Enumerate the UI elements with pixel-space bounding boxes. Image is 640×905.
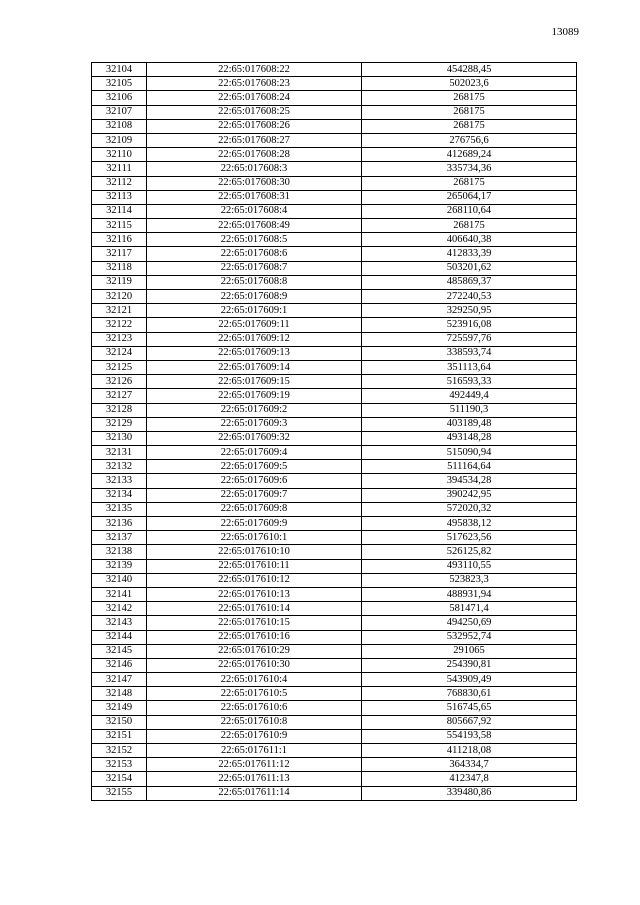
row-number-cell: 32140 — [92, 573, 147, 587]
cadastral-value-cell: 272240,53 — [362, 290, 577, 304]
table-row — [92, 318, 577, 332]
cadastral-value-cell: 511190,3 — [362, 403, 577, 417]
table-row — [92, 148, 577, 162]
table-row — [92, 261, 577, 275]
table-row — [92, 105, 577, 119]
row-number-cell: 32111 — [92, 162, 147, 176]
row-number-cell: 32119 — [92, 275, 147, 289]
cadastral-number-cell: 22:65:017609:9 — [147, 517, 362, 531]
cadastral-value-cell: 335734,36 — [362, 162, 577, 176]
row-number-cell: 32142 — [92, 602, 147, 616]
cadastral-value-cell: 412347,8 — [362, 772, 577, 786]
cadastral-number-cell: 22:65:017608:22 — [147, 63, 362, 77]
row-number-cell: 32131 — [92, 446, 147, 460]
cadastral-value-cell: 516745,65 — [362, 701, 577, 715]
cadastral-number-cell: 22:65:017608:24 — [147, 91, 362, 105]
cadastral-number-cell: 22:65:017609:19 — [147, 389, 362, 403]
row-number-cell: 32145 — [92, 644, 147, 658]
row-number-cell: 32116 — [92, 233, 147, 247]
table-row — [92, 219, 577, 233]
table-row — [92, 346, 577, 360]
cadastral-value-cell: 493110,55 — [362, 559, 577, 573]
cadastral-number-cell: 22:65:017609:1 — [147, 304, 362, 318]
cadastral-number-cell: 22:65:017608:7 — [147, 261, 362, 275]
table-row — [92, 275, 577, 289]
row-number-cell: 32107 — [92, 105, 147, 119]
row-number-cell: 32132 — [92, 460, 147, 474]
cadastral-value-cell: 403189,48 — [362, 417, 577, 431]
cadastral-value-cell: 516593,33 — [362, 375, 577, 389]
table-row — [92, 786, 577, 800]
cadastral-value-cell: 485869,37 — [362, 275, 577, 289]
cadastral-value-cell: 268175 — [362, 119, 577, 133]
table-row — [92, 176, 577, 190]
cadastral-value-table — [91, 62, 577, 801]
table-row — [92, 602, 577, 616]
row-number-cell: 32113 — [92, 190, 147, 204]
table-row — [92, 559, 577, 573]
row-number-cell: 32125 — [92, 360, 147, 374]
row-number-cell: 32117 — [92, 247, 147, 261]
row-number-cell: 32138 — [92, 545, 147, 559]
row-number-cell: 32149 — [92, 701, 147, 715]
table-row — [92, 687, 577, 701]
row-number-cell: 32109 — [92, 133, 147, 147]
table-row — [92, 715, 577, 729]
cadastral-value-cell: 494250,69 — [362, 616, 577, 630]
row-number-cell: 32153 — [92, 758, 147, 772]
row-number-cell: 32106 — [92, 91, 147, 105]
cadastral-value-cell: 454288,45 — [362, 63, 577, 77]
cadastral-number-cell: 22:65:017609:4 — [147, 446, 362, 460]
cadastral-number-cell: 22:65:017609:11 — [147, 318, 362, 332]
table-row — [92, 729, 577, 743]
row-number-cell: 32112 — [92, 176, 147, 190]
cadastral-value-cell: 268175 — [362, 219, 577, 233]
table-row — [92, 545, 577, 559]
row-number-cell: 32130 — [92, 431, 147, 445]
row-number-cell: 32144 — [92, 630, 147, 644]
table-row — [92, 630, 577, 644]
cadastral-value-cell: 805667,92 — [362, 715, 577, 729]
table-row — [92, 701, 577, 715]
cadastral-number-cell: 22:65:017609:13 — [147, 346, 362, 360]
cadastral-value-cell: 291065 — [362, 644, 577, 658]
cadastral-value-cell: 495838,12 — [362, 517, 577, 531]
cadastral-number-cell: 22:65:017608:5 — [147, 233, 362, 247]
table-row — [92, 446, 577, 460]
row-number-cell: 32146 — [92, 658, 147, 672]
cadastral-number-cell: 22:65:017611:1 — [147, 744, 362, 758]
cadastral-value-cell: 515090,94 — [362, 446, 577, 460]
cadastral-number-cell: 22:65:017611:14 — [147, 786, 362, 800]
table-row — [92, 389, 577, 403]
row-number-cell: 32150 — [92, 715, 147, 729]
row-number-cell: 32152 — [92, 744, 147, 758]
row-number-cell: 32134 — [92, 488, 147, 502]
cadastral-number-cell: 22:65:017608:4 — [147, 204, 362, 218]
cadastral-number-cell: 22:65:017610:4 — [147, 673, 362, 687]
cadastral-number-cell: 22:65:017610:29 — [147, 644, 362, 658]
cadastral-number-cell: 22:65:017610:11 — [147, 559, 362, 573]
cadastral-number-cell: 22:65:017608:27 — [147, 133, 362, 147]
cadastral-number-cell: 22:65:017610:5 — [147, 687, 362, 701]
row-number-cell: 32122 — [92, 318, 147, 332]
table-row — [92, 290, 577, 304]
cadastral-number-cell: 22:65:017610:10 — [147, 545, 362, 559]
row-number-cell: 32137 — [92, 531, 147, 545]
table-row — [92, 488, 577, 502]
cadastral-number-cell: 22:65:017608:28 — [147, 148, 362, 162]
cadastral-value-cell: 276756,6 — [362, 133, 577, 147]
cadastral-number-cell: 22:65:017609:32 — [147, 431, 362, 445]
cadastral-value-cell: 412689,24 — [362, 148, 577, 162]
row-number-cell: 32129 — [92, 417, 147, 431]
cadastral-value-cell: 339480,86 — [362, 786, 577, 800]
cadastral-value-cell: 406640,38 — [362, 233, 577, 247]
row-number-cell: 32141 — [92, 587, 147, 601]
row-number-cell: 32143 — [92, 616, 147, 630]
cadastral-value-cell: 493148,28 — [362, 431, 577, 445]
row-number-cell: 32124 — [92, 346, 147, 360]
page-number: 13089 — [551, 26, 579, 38]
cadastral-number-cell: 22:65:017608:6 — [147, 247, 362, 261]
cadastral-number-cell: 22:65:017608:30 — [147, 176, 362, 190]
table-row — [92, 744, 577, 758]
row-number-cell: 32128 — [92, 403, 147, 417]
row-number-cell: 32118 — [92, 261, 147, 275]
table-row — [92, 63, 577, 77]
cadastral-value-cell: 523916,08 — [362, 318, 577, 332]
table-row — [92, 531, 577, 545]
cadastral-number-cell: 22:65:017609:14 — [147, 360, 362, 374]
row-number-cell: 32155 — [92, 786, 147, 800]
cadastral-value-cell: 254390,81 — [362, 658, 577, 672]
cadastral-number-cell: 22:65:017610:15 — [147, 616, 362, 630]
cadastral-value-cell: 554193,58 — [362, 729, 577, 743]
cadastral-number-cell: 22:65:017610:9 — [147, 729, 362, 743]
table-row — [92, 204, 577, 218]
cadastral-number-cell: 22:65:017608:8 — [147, 275, 362, 289]
table-row — [92, 360, 577, 374]
cadastral-number-cell: 22:65:017609:12 — [147, 332, 362, 346]
table-row — [92, 474, 577, 488]
cadastral-number-cell: 22:65:017608:31 — [147, 190, 362, 204]
table-row — [92, 772, 577, 786]
cadastral-value-cell: 268175 — [362, 105, 577, 119]
table-row — [92, 517, 577, 531]
table-row — [92, 77, 577, 91]
cadastral-number-cell: 22:65:017609:8 — [147, 502, 362, 516]
cadastral-value-cell: 265064,17 — [362, 190, 577, 204]
table-row — [92, 247, 577, 261]
cadastral-value-cell: 329250,95 — [362, 304, 577, 318]
cadastral-number-cell: 22:65:017609:3 — [147, 417, 362, 431]
cadastral-value-cell: 492449,4 — [362, 389, 577, 403]
cadastral-value-cell: 517623,56 — [362, 531, 577, 545]
cadastral-value-cell: 338593,74 — [362, 346, 577, 360]
cadastral-number-cell: 22:65:017611:12 — [147, 758, 362, 772]
row-number-cell: 32110 — [92, 148, 147, 162]
cadastral-value-cell: 488931,94 — [362, 587, 577, 601]
cadastral-number-cell: 22:65:017610:30 — [147, 658, 362, 672]
cadastral-value-cell: 351113,64 — [362, 360, 577, 374]
table-row — [92, 233, 577, 247]
table-row — [92, 758, 577, 772]
table-row — [92, 673, 577, 687]
table-row — [92, 616, 577, 630]
cadastral-value-cell: 268175 — [362, 176, 577, 190]
cadastral-number-cell: 22:65:017610:1 — [147, 531, 362, 545]
cadastral-value-cell: 523823,3 — [362, 573, 577, 587]
table-row — [92, 133, 577, 147]
cadastral-value-cell: 364334,7 — [362, 758, 577, 772]
cadastral-number-cell: 22:65:017608:23 — [147, 77, 362, 91]
row-number-cell: 32114 — [92, 204, 147, 218]
cadastral-number-cell: 22:65:017610:16 — [147, 630, 362, 644]
table-row — [92, 403, 577, 417]
cadastral-value-cell: 511164,64 — [362, 460, 577, 474]
table-row — [92, 332, 577, 346]
cadastral-number-cell: 22:65:017610:13 — [147, 587, 362, 601]
cadastral-number-cell: 22:65:017610:6 — [147, 701, 362, 715]
cadastral-value-cell: 572020,32 — [362, 502, 577, 516]
cadastral-value-cell: 390242,95 — [362, 488, 577, 502]
cadastral-value-cell: 412833,39 — [362, 247, 577, 261]
row-number-cell: 32136 — [92, 517, 147, 531]
row-number-cell: 32148 — [92, 687, 147, 701]
cadastral-number-cell: 22:65:017608:26 — [147, 119, 362, 133]
cadastral-number-cell: 22:65:017608:49 — [147, 219, 362, 233]
cadastral-value-cell: 503201,62 — [362, 261, 577, 275]
cadastral-number-cell: 22:65:017609:7 — [147, 488, 362, 502]
cadastral-number-cell: 22:65:017611:13 — [147, 772, 362, 786]
table-row — [92, 304, 577, 318]
cadastral-value-cell: 543909,49 — [362, 673, 577, 687]
table-row — [92, 119, 577, 133]
row-number-cell: 32126 — [92, 375, 147, 389]
cadastral-number-cell: 22:65:017608:3 — [147, 162, 362, 176]
cadastral-value-cell: 532952,74 — [362, 630, 577, 644]
row-number-cell: 32104 — [92, 63, 147, 77]
cadastral-value-cell: 394534,28 — [362, 474, 577, 488]
row-number-cell: 32115 — [92, 219, 147, 233]
row-number-cell: 32105 — [92, 77, 147, 91]
cadastral-value-cell: 411218,08 — [362, 744, 577, 758]
cadastral-number-cell: 22:65:017608:25 — [147, 105, 362, 119]
cadastral-value-cell: 268110,64 — [362, 204, 577, 218]
row-number-cell: 32151 — [92, 729, 147, 743]
table-body — [92, 63, 577, 801]
cadastral-number-cell: 22:65:017609:6 — [147, 474, 362, 488]
cadastral-number-cell: 22:65:017609:5 — [147, 460, 362, 474]
table-row — [92, 417, 577, 431]
cadastral-number-cell: 22:65:017609:2 — [147, 403, 362, 417]
cadastral-value-cell: 268175 — [362, 91, 577, 105]
table-row — [92, 573, 577, 587]
cadastral-value-cell: 502023,6 — [362, 77, 577, 91]
cadastral-value-cell: 725597,76 — [362, 332, 577, 346]
table-row — [92, 587, 577, 601]
cadastral-number-cell: 22:65:017608:9 — [147, 290, 362, 304]
cadastral-number-cell: 22:65:017610:12 — [147, 573, 362, 587]
row-number-cell: 32133 — [92, 474, 147, 488]
table-row — [92, 190, 577, 204]
row-number-cell: 32108 — [92, 119, 147, 133]
cadastral-value-cell: 768830,61 — [362, 687, 577, 701]
table-row — [92, 460, 577, 474]
table-row — [92, 502, 577, 516]
row-number-cell: 32120 — [92, 290, 147, 304]
table-row — [92, 375, 577, 389]
row-number-cell: 32147 — [92, 673, 147, 687]
cadastral-value-cell: 526125,82 — [362, 545, 577, 559]
table-row — [92, 91, 577, 105]
table-row — [92, 644, 577, 658]
row-number-cell: 32123 — [92, 332, 147, 346]
row-number-cell: 32135 — [92, 502, 147, 516]
row-number-cell: 32139 — [92, 559, 147, 573]
table-row — [92, 658, 577, 672]
cadastral-value-cell: 581471,4 — [362, 602, 577, 616]
row-number-cell: 32154 — [92, 772, 147, 786]
cadastral-number-cell: 22:65:017610:8 — [147, 715, 362, 729]
table-row — [92, 162, 577, 176]
row-number-cell: 32127 — [92, 389, 147, 403]
cadastral-number-cell: 22:65:017609:15 — [147, 375, 362, 389]
cadastral-number-cell: 22:65:017610:14 — [147, 602, 362, 616]
row-number-cell: 32121 — [92, 304, 147, 318]
table-row — [92, 431, 577, 445]
